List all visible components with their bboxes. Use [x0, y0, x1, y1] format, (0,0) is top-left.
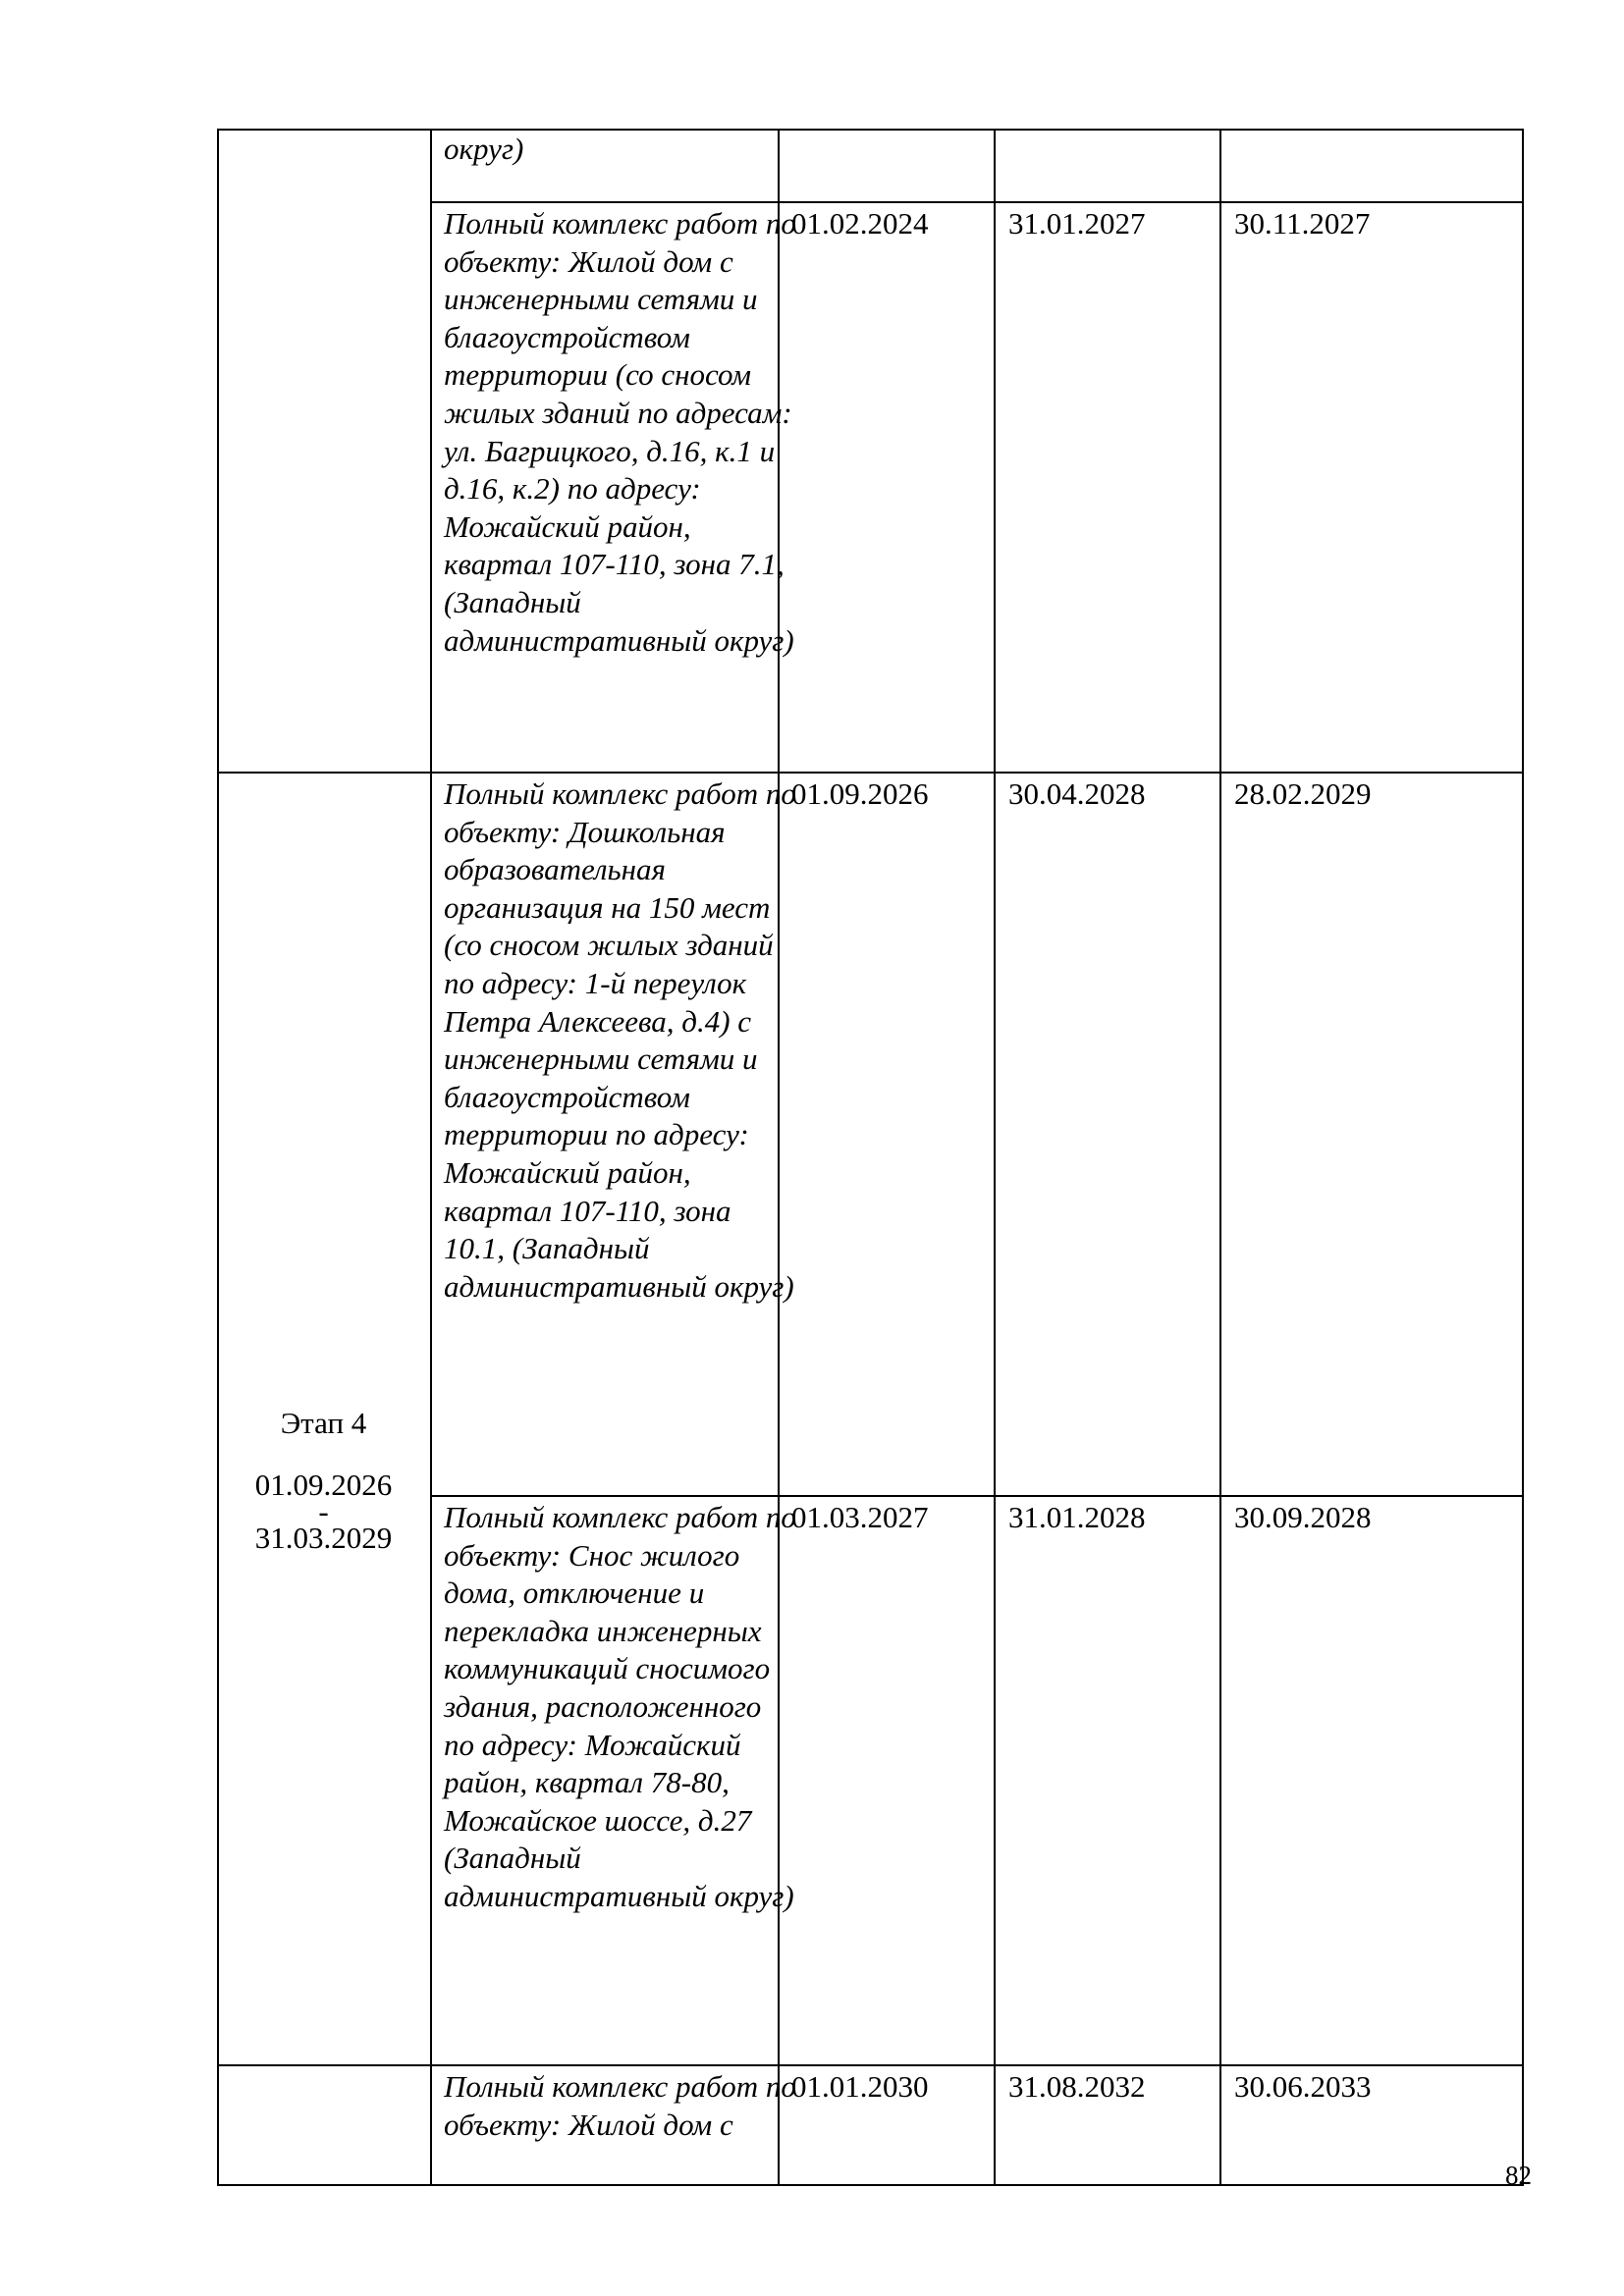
table-border-top: [217, 129, 1524, 131]
stage-cell: [217, 1405, 430, 1558]
row-description: округ): [444, 132, 524, 166]
row-completion-date: 28.02.2029: [1234, 776, 1372, 811]
stage-label: Этап 4: [280, 1406, 367, 1440]
row-description: Полный комплекс работ по объекту: Жилой дом с: [444, 2069, 796, 2142]
row-end-date: 31.01.2027: [1008, 206, 1146, 240]
table-border-left: [217, 129, 219, 2186]
column-divider: [430, 129, 432, 2186]
page-number: 82: [1505, 2161, 1532, 2190]
row-end-date: 31.08.2032: [1008, 2069, 1146, 2104]
row-start-date: 01.03.2027: [791, 1500, 929, 1534]
row-completion-date: 30.09.2028: [1234, 1500, 1372, 1534]
row-start-date: 01.09.2026: [791, 776, 929, 811]
row-start-date: 01.02.2024: [791, 206, 929, 240]
row-end-date: 31.01.2028: [1008, 1500, 1146, 1534]
row-completion-date: 30.11.2027: [1234, 206, 1371, 240]
column-divider: [1219, 129, 1221, 2186]
stage-start: 01.09.2026: [254, 1467, 393, 1502]
table-border-bottom: [217, 2184, 1524, 2186]
row-divider: [217, 772, 1524, 774]
row-divider: [217, 2064, 1524, 2066]
row-description: Полный комплекс работ по объекту: Жилой дом с инженерными сетями и благоустройством территории (со сносом жилых зданий по адресам: ул. Багрицкого, д.16, к.1 и д.16, к.2) по адресу: Можайский район, квартал 107-110, зона 7.1, (Западный административный округ): [444, 206, 796, 658]
row-divider: [430, 201, 1524, 203]
row-end-date: 30.04.2028: [1008, 776, 1146, 811]
row-completion-date: 30.06.2033: [1234, 2069, 1372, 2104]
table-border-right: [1522, 129, 1524, 2186]
row-start-date: 01.01.2030: [791, 2069, 929, 2104]
schedule-table: [217, 129, 1524, 2186]
column-divider: [994, 129, 996, 2186]
row-divider: [430, 1495, 1524, 1497]
row-description: Полный комплекс работ по объекту: Дошкольная образовательная организация на 150 мест (со сносом жилых зданий по адресу: 1-й переулок Петра Алексеева, д.4) с инженерными сетями и благоустройством территории по адресу: Можайский район, квартал 107-110, зона 10.1, (Западный административный округ): [444, 776, 796, 1304]
row-description: Полный комплекс работ по объекту: Снос жилого дома, отключение и перекладка инженерных коммуникаций сносимого здания, расположенного по адресу: Можайский район, квартал 78-80, Можайское шоссе, д.27 (Западный административный округ): [444, 1500, 796, 1913]
stage-end: 31.03.2029: [254, 1521, 393, 1556]
stage-dash: -: [318, 1494, 329, 1529]
